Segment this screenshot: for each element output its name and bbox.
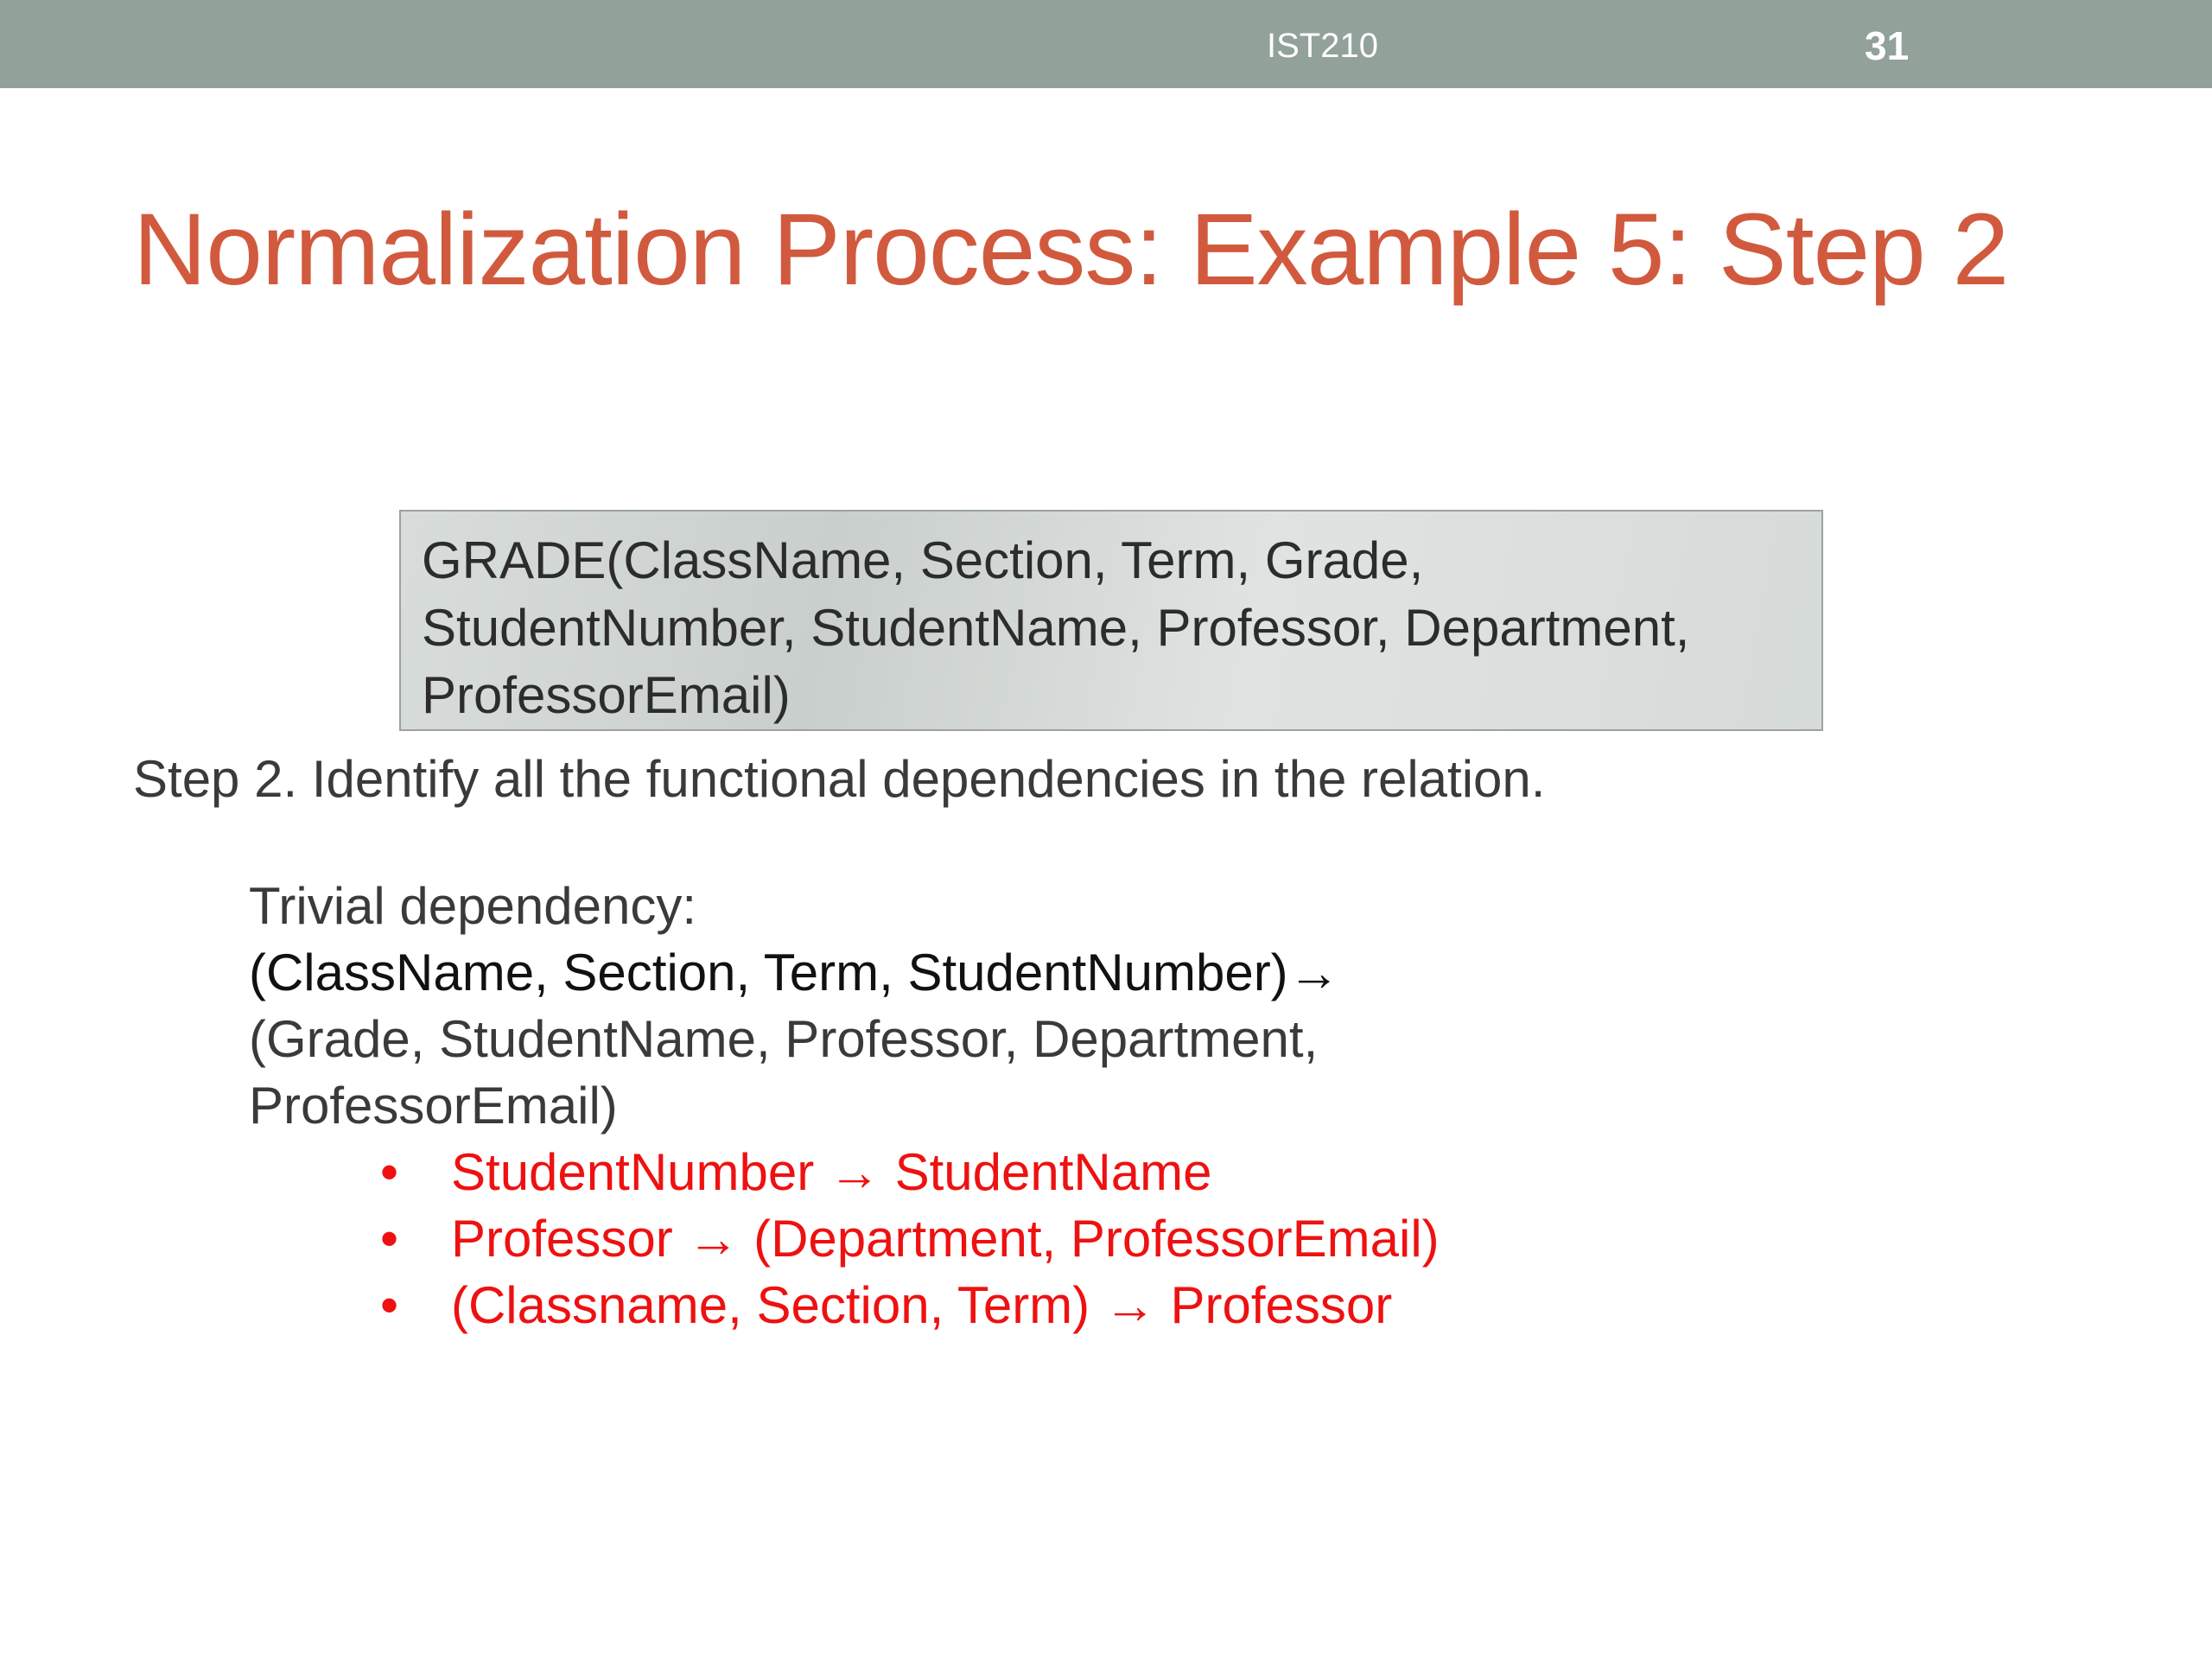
dependency-text: (Classname, Section, Term) → Professor xyxy=(451,1276,1393,1334)
page-number: 31 xyxy=(1865,23,1910,68)
relation-line: GRADE(ClassName, Section, Term, Grade, xyxy=(422,531,1424,589)
list-item xyxy=(380,1205,1440,1272)
trivial-dependency-block xyxy=(249,873,1340,1139)
relation-box xyxy=(399,510,1823,731)
dependency-text: Professor → (Department, ProfessorEmail) xyxy=(451,1210,1440,1268)
list-item xyxy=(380,1272,1440,1338)
list-item xyxy=(380,1139,1440,1205)
header-bar xyxy=(0,0,2212,88)
trivial-lhs: (ClassName, Section, Term, StudentNumber)→ xyxy=(249,944,1340,1001)
dependency-list xyxy=(380,1139,1440,1338)
step-instruction: Step 2. Identify all the functional dependencies in the relation. xyxy=(133,750,1546,808)
relation-line: StudentNumber, StudentName, Professor, Department, xyxy=(422,599,1690,657)
course-label: IST210 xyxy=(1267,27,1378,65)
bullet-marker: • xyxy=(380,1143,399,1201)
dependency-text: StudentNumber → StudentName xyxy=(451,1143,1212,1201)
trivial-rhs-line: (Grade, StudentName, Professor, Department, xyxy=(249,1010,1319,1068)
bullet-marker: • xyxy=(380,1276,399,1334)
bullet-marker: • xyxy=(380,1210,399,1268)
slide-title: Normalization Process: Example 5: Step 2 xyxy=(133,193,2009,307)
relation-line: ProfessorEmail) xyxy=(422,666,791,724)
trivial-heading: Trivial dependency: xyxy=(249,877,697,935)
trivial-rhs-line: ProfessorEmail) xyxy=(249,1077,618,1135)
